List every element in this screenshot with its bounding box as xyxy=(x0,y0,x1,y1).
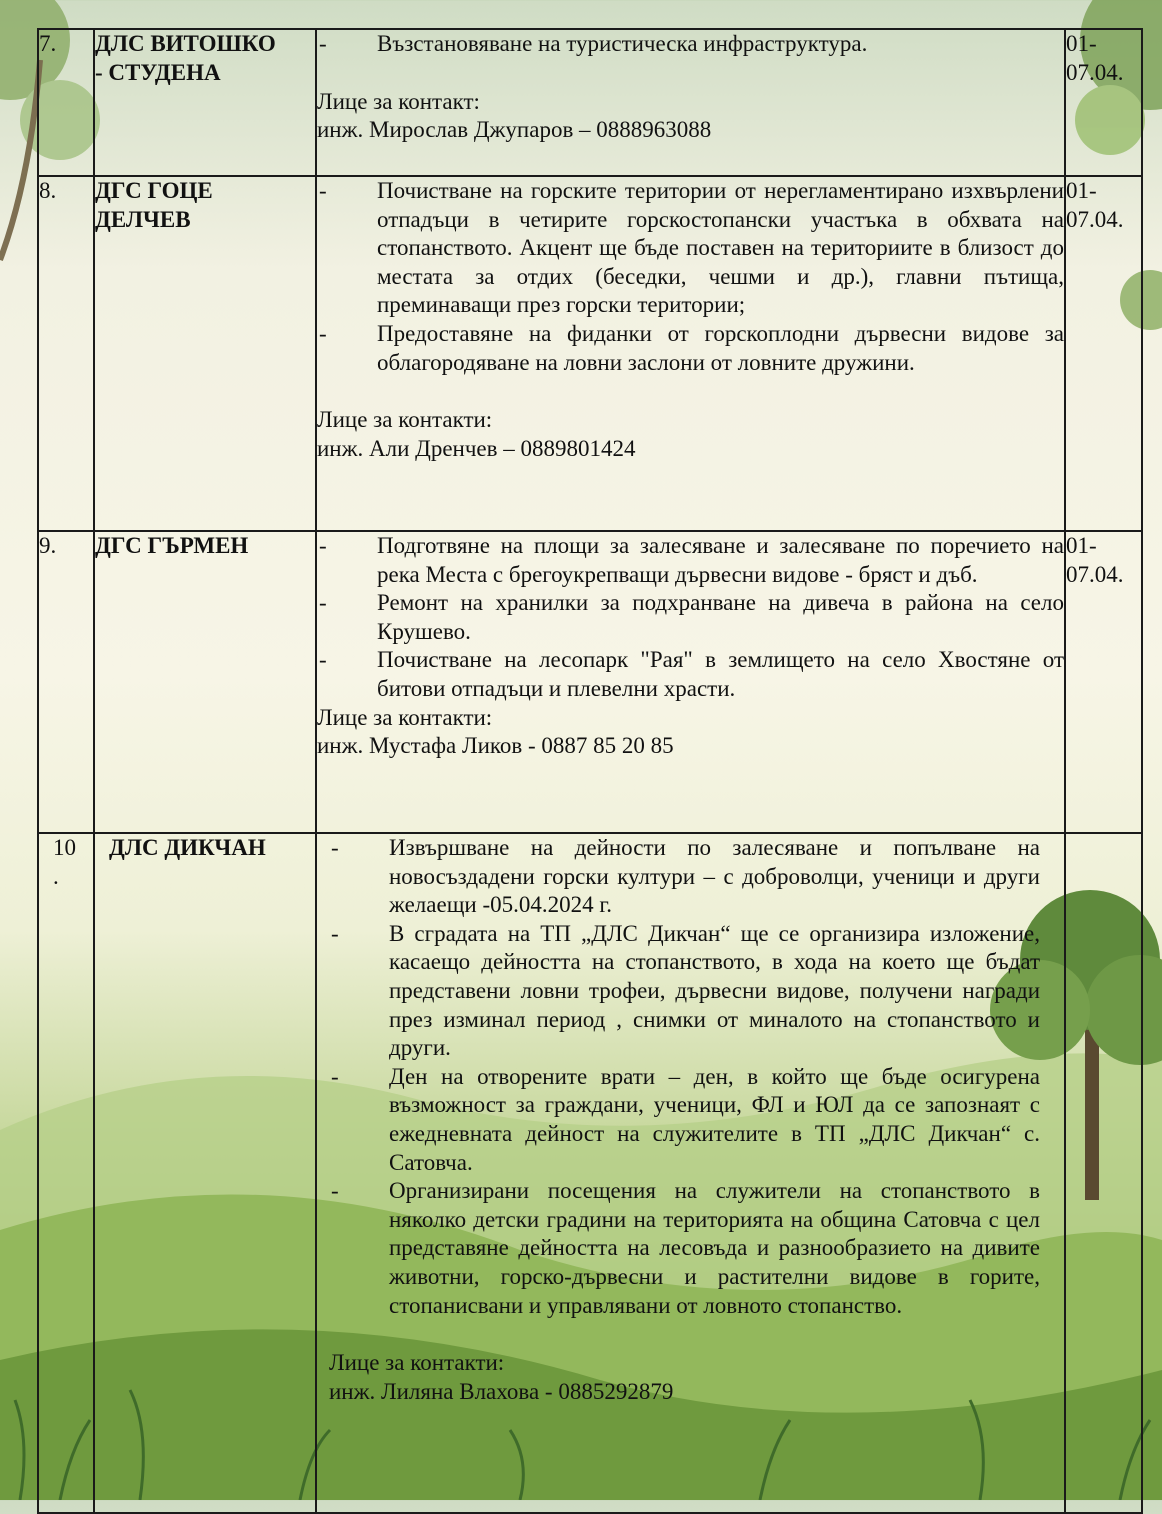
date-cell: 01- 07.04. xyxy=(1065,176,1142,531)
list-item: - В сградата на ТП „ДЛС Дикчан“ ще се организира изложение, касаещо дейността на стопанството, в хода на което ще бъдат представени ловни трофеи, дървесни видове, получени награди през изминал период , снимки от миналото на стопанството и други. xyxy=(331,920,1040,1061)
contact-label: Лице за контакти: xyxy=(317,704,493,730)
list-item: - Почистване на горските територии от нерегламентирано изхвърлени отпадъци в четирите горскостопански участъка в обхвата на стопанството. Акцент ще бъде поставен на териториите в близост до местата за отдих (беседки, чешми и др.), главни пътища, преминаващи през горски територии; xyxy=(319,178,1064,318)
activities-table xyxy=(37,28,1143,1514)
contact-label: Лице за контакт: xyxy=(317,88,480,114)
list-item: - Ремонт на хранилки за подхранване на дивеча в района на село Крушево. xyxy=(319,590,1064,644)
table-row xyxy=(38,176,1142,531)
contact-info: инж. Али Дренчев – 0889801424 xyxy=(317,435,636,461)
list-item: - Възстановяване на туристическа инфраструктура. xyxy=(319,31,868,56)
table-row xyxy=(38,531,1142,833)
list-item: - Ден на отворените врати – ден, в който ще бъде осигурена възможност за граждани, ученици, ФЛ и ЮЛ да се запознаят с ежедневната дейност на служителите в ТП „ДЛС Дикчан“ с. Сатовча. xyxy=(331,1063,1040,1175)
list-item: - Подготвяне на площи за залесяване и залесяване по поречието на река Места с брегоукрепващи дървесни видове - бряст и дъб. xyxy=(319,533,1064,587)
row-number: 8. xyxy=(38,176,94,531)
table-row xyxy=(38,833,1142,1513)
row-number: 7. xyxy=(38,29,94,176)
row-number: 10 . xyxy=(38,833,94,1513)
contact-info: инж. Мирослав Джупаров – 0888963088 xyxy=(317,117,712,143)
organization-name: ДГС ГОЦЕ ДЕЛЧЕВ xyxy=(94,176,316,531)
activities-cell xyxy=(316,176,1065,531)
contact-info: инж. Мустафа Ликов - 0887 85 20 85 xyxy=(317,733,674,759)
date-cell: 01- 07.04. xyxy=(1065,531,1142,833)
list-item: - Извършване на дейности по залесяване и попълване на новосъздадени горски култури – с доброволци, ученици и други желаещи -05.04.2024 г. xyxy=(331,835,1040,918)
contact-label: Лице за контакти: xyxy=(317,407,493,433)
organization-name: ДЛС ВИТОШКО - СТУДЕНА xyxy=(94,29,316,176)
contact-info: инж. Лиляна Влахова - 0885292879 xyxy=(329,1378,674,1404)
activities-cell xyxy=(316,29,1065,176)
organization-name: ДГС ГЪРМЕН xyxy=(94,531,316,833)
date-cell xyxy=(1065,833,1142,1513)
date-cell: 01- 07.04. xyxy=(1065,29,1142,176)
activities-cell xyxy=(316,531,1065,833)
list-item: - Организирани посещения на служители на стопанството в няколко детски градини на територията на община Сатовча с цел представяне дейността на лесовъда и разнообразието на дивите животни, горско-дървесни и растителни видове в горите, стопанисвани и управлявани от ловното стопанство. xyxy=(331,1178,1040,1318)
list-item: - Предоставяне на фиданки от горскоплодни дървесни видове за облагородяване на ловни заслони от ловните дружини. xyxy=(319,320,1064,375)
activities-cell xyxy=(316,833,1065,1513)
contact-label: Лице за контакти: xyxy=(329,1350,505,1376)
list-item: - Почистване на лесопарк "Рая" в землището на село Хвостяне от битови отпадъци и плевелни храсти. xyxy=(319,647,1064,701)
table-row xyxy=(38,29,1142,176)
row-number: 9. xyxy=(38,531,94,833)
organization-name: ДЛС ДИКЧАН xyxy=(94,833,316,1513)
